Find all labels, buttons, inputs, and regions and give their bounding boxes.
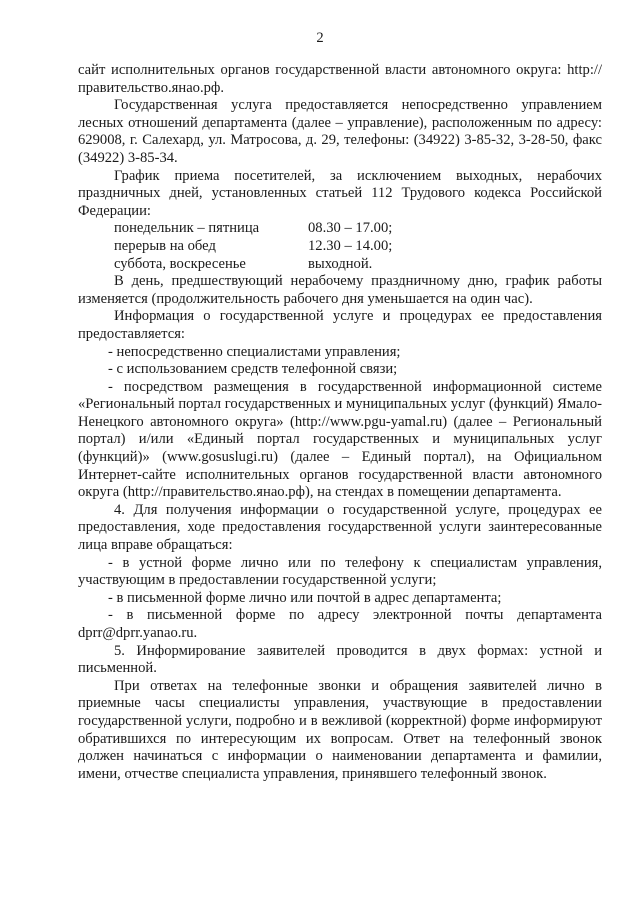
paragraph-section-4: 4. Для получения информации о государственной услуге, процедурах ее предоставления, ходе предоставления государственной услуги заинтересованные лица вправе обращаться: (78, 501, 602, 554)
list-item-written-form: - в письменной форме лично или почтой в адрес департамента; (108, 589, 502, 606)
paragraph-section-5: 5. Информирование заявителей проводится в двух формах: устной и письменной. (78, 642, 602, 677)
schedule-time: выходной. (308, 255, 373, 272)
schedule-row (114, 238, 392, 256)
paragraph-information-sources: Информация о государственной услуге и процедурах ее предоставления предоставляется: (78, 308, 602, 342)
document-body (78, 62, 602, 783)
paragraph-service-provider: Государственная услуга предоставляется непосредственно управлением лесных отношений департамента (далее – управление), расположенным по адресу: 629008, г. Салехард, ул. Матросова, д. 29, телефоны: (34922) 3-85-32, 3-28-50, факс (34922) 3-85-34. (78, 97, 602, 166)
schedule-time: 08.30 – 17.00; (308, 220, 393, 237)
schedule-day: перерыв на обед (114, 237, 216, 254)
paragraph-schedule-intro: График приема посетителей, за исключением выходных, нерабочих праздничных дней, установленных статьей 112 Трудового кодекса Российской Федерации: (78, 167, 602, 219)
schedule-row (114, 220, 392, 238)
reception-schedule (114, 220, 392, 273)
paragraph-phone-answers: При ответах на телефонные звонки и обращения заявителей лично в приемные часы специалисты управления, участвующие в предоставлении государственной услуги, подробно и в вежливой (корректной) форме информируют обратившихся по интересующим их вопросам. Ответ на телефонный звонок должен начинаться с информации о наименовании департамента и фамилии, имени, отчестве специалиста управления, принявшего телефонный звонок. (78, 677, 602, 782)
list-item-telephone: - с использованием средств телефонной связи; (108, 361, 398, 378)
schedule-day: суббота, воскресенье (114, 255, 246, 272)
list-item-oral-form: - в устной форме лично или по телефону к специалистам управления, участвующим в предоставлении государственной услуги; (78, 554, 602, 589)
page-number: 2 (316, 30, 324, 46)
paragraph-pre-holiday-schedule: В день, предшествующий нерабочему праздничному дню, график работы изменяется (продолжительность рабочего дня уменьшается на один час). (78, 273, 602, 307)
schedule-time: 12.30 – 14.00; (308, 237, 393, 254)
schedule-day: понедельник – пятница (114, 220, 260, 237)
schedule-row (114, 256, 392, 274)
list-item-portals: - посредством размещения в государственной информационной системе «Региональный портал государственных и муниципальных услуг (функций) Ямало-Ненецкого автономного округа» (http://www.pgu-yamal.ru) (далее – Региональный портал) и/или «Единый портал государственных и муниципальных услуг (функций)» (www.gosuslugi.ru) (далее – Единый портал), на Официальном Интернет-сайте исполнительных органов государственной власти автономного округа (http://правительство.янао.рф), на стендах в помещении департамента. (78, 378, 602, 501)
paragraph-website-continuation: сайт исполнительных органов государственной власти автономного округа: http://правительство.янао.рф. (78, 62, 602, 96)
list-item-specialists: - непосредственно специалистами управления; (108, 343, 401, 360)
list-item-email-form: - в письменной форме по адресу электронной почты департамента dprr@dprr.yanao.ru. (78, 607, 602, 641)
